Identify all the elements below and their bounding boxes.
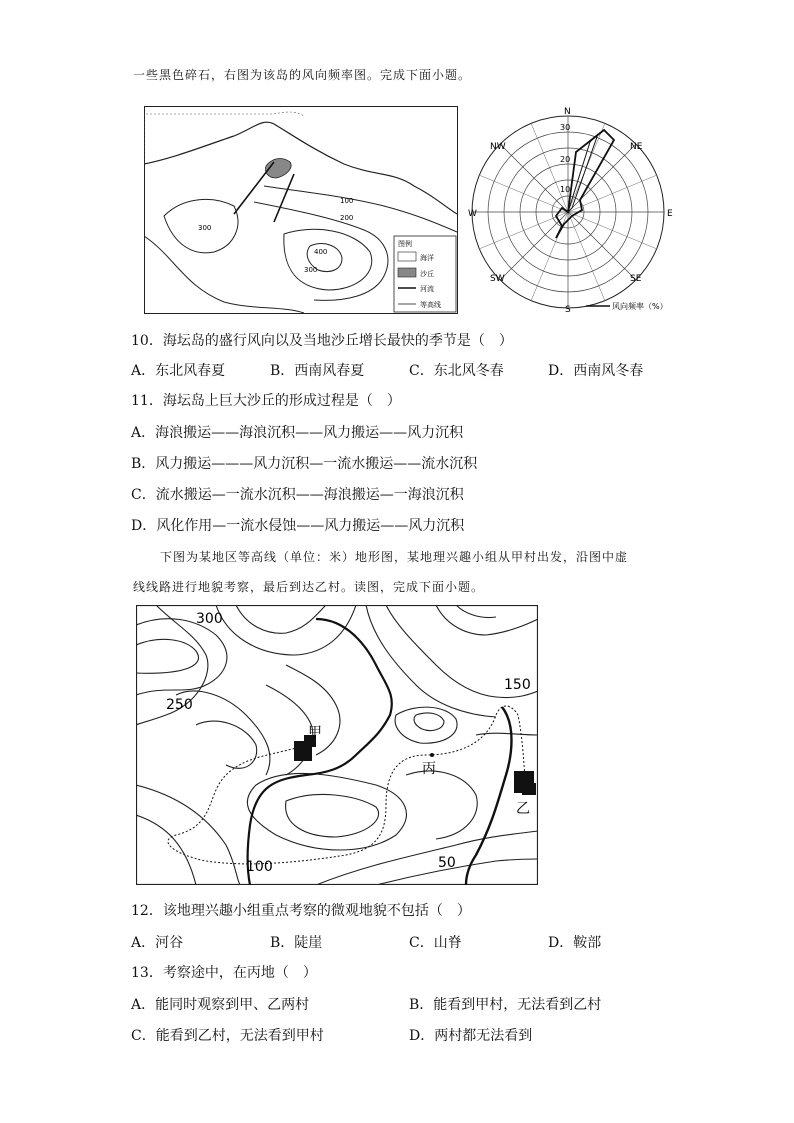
contour-label: 400 [314, 248, 328, 256]
contour-label: 150 [504, 677, 531, 693]
legend-item: 海洋 [420, 254, 434, 262]
contour-label: 250 [166, 697, 193, 713]
question-13-stem: 13．考察途中，在丙地（ ） [131, 965, 317, 981]
q12-option-d[interactable]: D．鞍部 [548, 935, 602, 951]
point-bing-marker [430, 753, 434, 757]
contour-label: 300 [198, 224, 212, 232]
place-label-jia: 甲 [308, 725, 322, 741]
direction-label: N [564, 107, 571, 117]
legend-item: 沙丘 [420, 270, 434, 278]
intro-text-1: 一些黑色碎石，右图为该岛的风向频率图。完成下面小题。 [133, 68, 472, 82]
ring-label: 10 [560, 185, 571, 194]
q11-option-d[interactable]: D．风化作用—一流水侵蚀——风力搬运——风力沉积 [131, 518, 465, 534]
place-label-yi: 乙 [516, 801, 530, 817]
q11-option-b[interactable]: B．风力搬运———风力沉积—一流水搬运——流水沉积 [131, 456, 478, 472]
direction-label: E [667, 209, 673, 219]
ring-label: 20 [560, 155, 571, 164]
contour-label: 100 [340, 197, 354, 205]
direction-label: NE [630, 142, 643, 152]
map-legend [394, 236, 456, 312]
ring-label: 30 [560, 123, 571, 132]
contour-label: 100 [246, 859, 273, 875]
q12-option-a[interactable]: A．河谷 [131, 935, 184, 951]
q13-option-a[interactable]: A．能同时观察到甲、乙两村 [131, 997, 310, 1013]
direction-label: S [565, 305, 571, 315]
intro-text-2: 下图为某地区等高线（单位：米）地形图，某地理兴趣小组从甲村出发，沿图中虚 [160, 550, 629, 564]
question-12-stem: 12．该地理兴趣小组重点考察的微观地貌不包括（ ） [131, 903, 471, 919]
q10-option-d[interactable]: D．西南风冬春 [548, 363, 644, 379]
q10-option-c[interactable]: C．东北风冬春 [409, 363, 504, 379]
q13-option-c[interactable]: C．能看到乙村，无法看到甲村 [131, 1028, 324, 1044]
q12-option-b[interactable]: B．陡崖 [270, 935, 323, 951]
legend-item: 等高线 [420, 301, 441, 309]
island-contour-map [144, 106, 458, 314]
question-11-stem: 11．海坛岛上巨大沙丘的形成过程是（ ） [131, 393, 401, 409]
question-10-stem: 10．海坛岛的盛行风向以及当地沙丘增长最快的季节是（ ） [131, 333, 513, 349]
q10-option-a[interactable]: A．东北风春夏 [131, 363, 226, 379]
direction-label: SE [630, 274, 642, 284]
q12-option-c[interactable]: C．山脊 [409, 935, 462, 951]
q13-option-d[interactable]: D．两村都无法看到 [409, 1028, 533, 1044]
q11-option-c[interactable]: C．流水搬运—一流水沉积——海浪搬运—一海浪沉积 [131, 487, 464, 503]
rose-legend: 风向频率（%） [612, 302, 668, 311]
contour-label: 300 [196, 611, 223, 627]
intro-text-3: 线线路进行地貌考察，最后到达乙村。读图，完成下面小题。 [133, 580, 485, 594]
route-contour-map [136, 605, 538, 885]
contour-label: 300 [304, 266, 318, 274]
direction-label: W [468, 209, 477, 219]
legend-title: 图例 [398, 240, 412, 248]
contour-label: 50 [438, 855, 456, 871]
contour-label: 200 [340, 214, 354, 222]
direction-label: NW [490, 142, 506, 152]
q13-option-b[interactable]: B．能看到甲村，无法看到乙村 [409, 997, 602, 1013]
place-label-bing: 丙 [422, 761, 436, 777]
q11-option-a[interactable]: A．海浪搬运——海浪沉积——风力搬运——风力沉积 [131, 425, 464, 441]
wind-frequency-polygon [556, 130, 614, 238]
wind-rose-chart [464, 104, 688, 316]
direction-label: SW [490, 274, 505, 284]
legend-item: 河流 [420, 285, 434, 293]
q10-option-b[interactable]: B．西南风春夏 [270, 363, 365, 379]
